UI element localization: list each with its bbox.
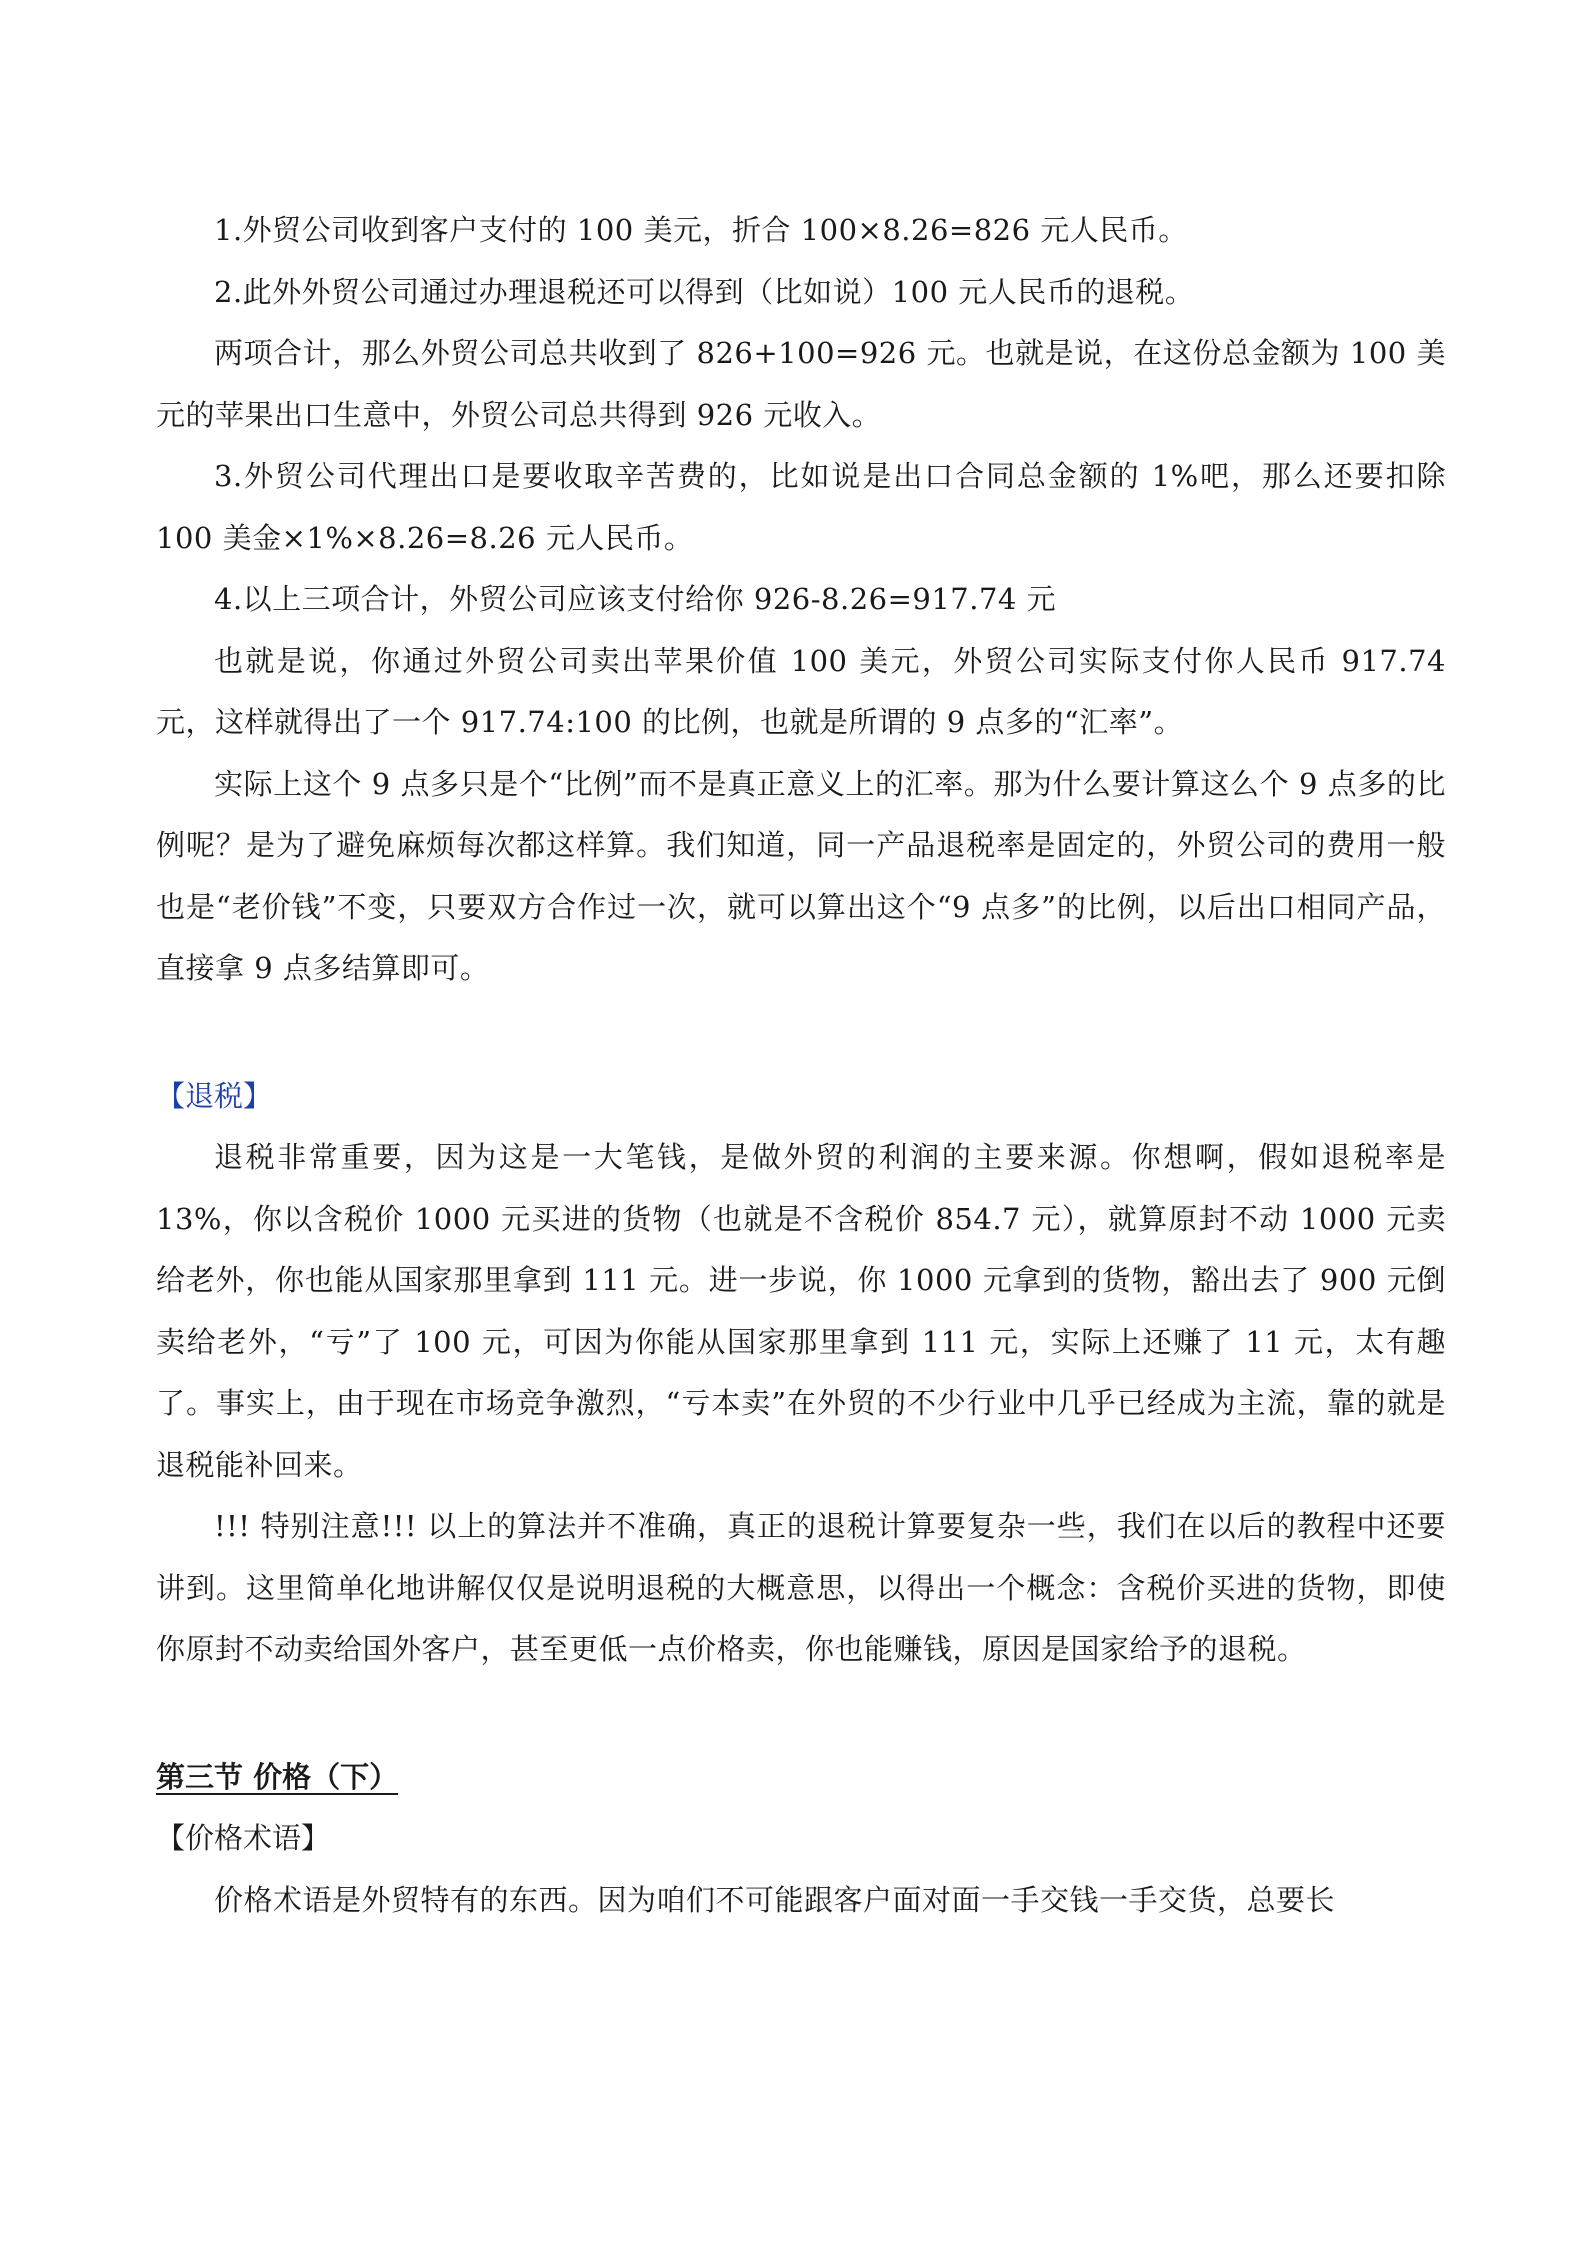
paragraph-net-payment: 4.以上三项合计，外贸公司应该支付给你 926-8.26=917.74 元 xyxy=(214,582,1057,616)
paragraph-tax-refund-importance: 退税非常重要，因为这是一大笔钱，是做外贸的利润的主要来源。你想啊，假如退税率是 13%，你以含税价 1000 元买进的货物（也就是不含税价 854.7 元），就算原封不动 1000 元卖给老外，你也能从国家那里拿到 111 元。进一步说，你 1000 元拿到的货物，豁出去了 900 元倒卖给老外，“亏”了 100 元，可因为你能从国家那里拿到 111 元，实际上还赚了 11 元，太有趣了。事实上，由于现在市场竞争激烈，“亏本卖”在外贸的不少行业中几乎已经成为主流，靠的就是退税能补回来。 xyxy=(156,1140,1446,1482)
section-title-text: 第三节 价格（下） xyxy=(156,1759,399,1794)
paragraph-ratio-explanation: 实际上这个 9 点多只是个“比例”而不是真正意义上的汇率。那为什么要计算这么个 9 点多的比例呢？是为了避免麻烦每次都这样算。我们知道，同一产品退税率是固定的，外贸公司的费用一般也是“老价钱”不变，只要双方合作过一次，就可以算出这个“9 点多”的比例，以后出口相同产品，直接拿 9 点多结算即可。 xyxy=(156,766,1446,985)
price-terms-heading: 【价格术语】 xyxy=(156,1821,331,1855)
paragraph-total-income: 两项合计，那么外贸公司总共收到了 826+100=926 元。也就是说，在这份总金额为 100 美元的苹果出口生意中，外贸公司总共得到 926 元收入。 xyxy=(156,336,1446,432)
tax-refund-heading: 【退税】 xyxy=(156,1078,273,1113)
document-page xyxy=(156,200,1446,1931)
section-title xyxy=(156,1747,1446,1809)
paragraph-exchange-ratio: 也就是说，你通过外贸公司卖出苹果价值 100 美元，外贸公司实际支付你人民币 917.74 元，这样就得出了一个 917.74:100 的比例，也就是所谓的 9 点多的“汇率”。 xyxy=(156,643,1446,739)
tax-refund-section xyxy=(156,1066,1446,1681)
spacer xyxy=(156,1681,1446,1747)
paragraph-price-terms: 价格术语是外贸特有的东西。因为咱们不可能跟客户面对面一手交钱一手交货，总要长 xyxy=(214,1882,1336,1917)
section-three xyxy=(156,1747,1446,1932)
paragraph-special-note: !!! 特别注意!!! 以上的算法并不准确，真正的退税计算要复杂一些，我们在以后的教程中还要讲到。这里简单化地讲解仅仅是说明退税的大概意思，以得出一个概念：含税价买进的货物，即使你原封不动卖给国外客户，甚至更低一点价格卖，你也能赚钱，原因是国家给予的退税。 xyxy=(156,1509,1446,1666)
block1 xyxy=(156,200,1446,1000)
paragraph-usd-receipt: 1.外贸公司收到客户支付的 100 美元，折合 100×8.26=826 元人民币。 xyxy=(214,213,1188,247)
paragraph-agency-fee: 3.外贸公司代理出口是要收取辛苦费的，比如说是出口合同总金额的 1%吧，那么还要扣除 100 美金×1%×8.26=8.26 元人民币。 xyxy=(156,459,1446,555)
spacer xyxy=(156,1000,1446,1066)
paragraph-tax-refund-receipt: 2.此外外贸公司通过办理退税还可以得到（比如说）100 元人民币的退税。 xyxy=(214,274,1195,309)
